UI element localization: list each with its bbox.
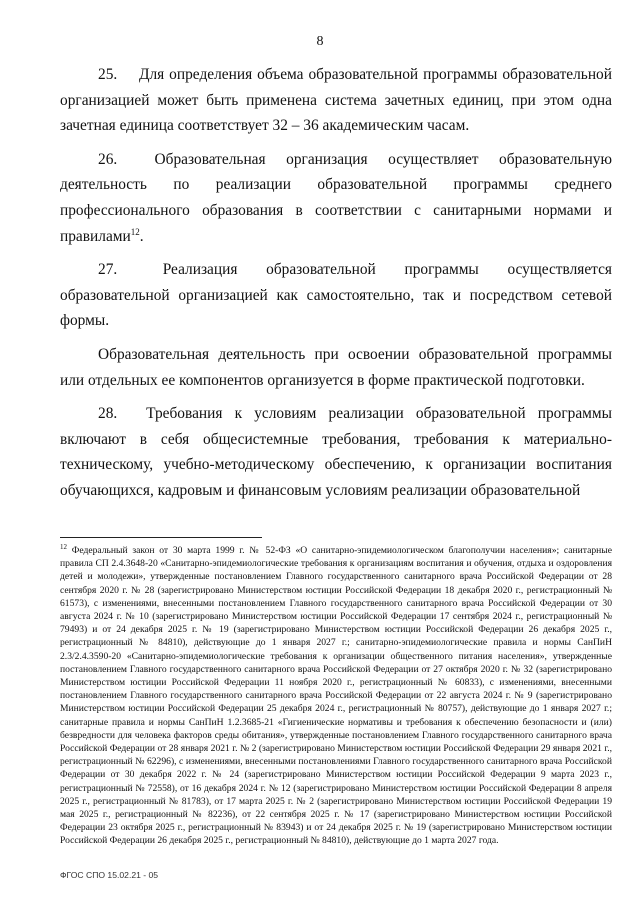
- footnote-12: [60, 544, 612, 848]
- paragraph-number: 25.: [98, 66, 118, 83]
- paragraph-text: Реализация образовательной программы осуществляется образовательной организацией как самостоятельно, так и посредством сетевой формы.: [60, 261, 612, 330]
- page-number: 8: [316, 34, 324, 49]
- footer-document-code: ФГОС СПО 15.02.21 - 05: [60, 870, 159, 880]
- paragraph-text: Требования к условиям реализации образовательной программы включают в себя общесистемные требования, требования к материально-техническому, учебно-методическому обеспечению, к организации воспитания обучающихся, кадровым и финансовым условиям реализации образовательной: [60, 405, 612, 499]
- paragraph-26: [60, 147, 612, 249]
- paragraph-tail: .: [139, 227, 144, 245]
- footnote-text: Федеральный закон от 30 марта 1999 г. № 52-ФЗ «О санитарно-эпидемиологическом благополучии населения»; санитарные правила СП 2.4.3648-20 «Санитарно-эпидемиологические требования к организациям воспитания и обучения, отдыха и оздоровления детей и молодежи», утвержденные постановлением Главного государственного санитарного врача Российской Федерации от 28 сентября 2020 г. № 28 (зарегистрировано Министерством юстиции Российской Федерации 18 декабря 2020 г., регистрационный № 61573), с изменениями, внесенными постановлением Главного государственного санитарного врача Российской Федерации от 30 августа 2024 г. № 10 (зарегистрировано Министерством юстиции Российской Федерации 17 сентября 2024 г., регистрационный № 79493) и от 24 декабря 2025 г. № 19 (зарегистрировано Министерством юстиции Российской Федерации 26 декабря 2025 г., регистрационный № 84810), действующие до 1 января 2027 г.; санитарно-эпидемиологические правила и нормы СанПиН 2.3/2.4.3590-20 «Санитарно-эпидемиологические требования к организации общественного питания населения», утвержденные постановлением Главного государственного санитарного врача Российской Федерации от 27 октября 2020 г. № 32 (зарегистрировано Министерством юстиции Российской Федерации 11 ноября 2020 г., регистрационный № 60833), с изменениями, внесенными постановлением Главного государственного санитарного врача Российской Федерации от 22 августа 2024 г. № 9 (зарегистрировано Министерством юстиции Российской Федерации 25 декабря 2024 г., регистрационный № 80757), действующие до 1 января 2027 г.; санитарные правила и нормы СанПиН 1.2.3685-21 «Гигиенические нормативы и требования к обеспечению безопасности и (или) безвредности для человека факторов среды обитания», утвержденные постановлением Главного государственного санитарного врача Российской Федерации от 28 января 2021 г. № 2 (зарегистрировано Министерством юстиции Российской Федерации 29 января 2021 г., регистрационный № 62296), с изменениями, внесенными постановлениями Главного государственного санитарного врача Российской Федерации от 30 декабря 2022 г. № 24 (зарегистрировано Министерством юстиции Российской Федерации 9 марта 2023 г., регистрационный № 72558), от 16 декабря 2024 г. № 12 (зарегистрировано Министерством юстиции Российской Федерации 8 апреля 2025 г., регистрационный № 81783), от 17 марта 2025 г. № 2 (зарегистрировано Министерством юстиции Российской Федерации 19 мая 2025 г., регистрационный № 82236), от 22 сентября 2025 г. № 17 (зарегистрировано Министерством юстиции Российской Федерации 23 октября 2025 г., регистрационный № 83943) и от 24 декабря 2025 г. № 19 (зарегистрировано Министерством юстиции Российской Федерации 26 декабря 2025 г., регистрационный № 84810), действующие до 1 марта 2027 года.: [60, 545, 612, 847]
- footnote-reference: 12: [130, 226, 140, 237]
- paragraph-25: [60, 62, 612, 139]
- paragraph-number: 26.: [98, 150, 118, 168]
- paragraph-27: [60, 257, 612, 334]
- footnote-mark: 12: [60, 542, 67, 551]
- paragraph-practical-training: [60, 342, 612, 393]
- footnote-divider: [60, 537, 262, 538]
- paragraph-number: 27.: [98, 261, 118, 279]
- paragraph-text: Образовательная организация осуществляет образовательную деятельность по реализации образовательной программы среднего профессионального образования в соответствии с санитарными нормами и правилами: [60, 150, 612, 245]
- paragraph-text: Для определения объема образовательной программы образовательной организацией может быть применена система зачетных единиц, при этом одна зачетная единица соответствует 32 – 36 академическим часам.: [60, 66, 612, 135]
- main-text: [60, 62, 612, 512]
- paragraph-number: 28.: [98, 405, 118, 423]
- paragraph-text: Образовательная деятельность при освоении образовательной программы или отдельных ее компонентов организуется в форме практической подготовки.: [60, 345, 612, 389]
- paragraph-28: [60, 401, 612, 503]
